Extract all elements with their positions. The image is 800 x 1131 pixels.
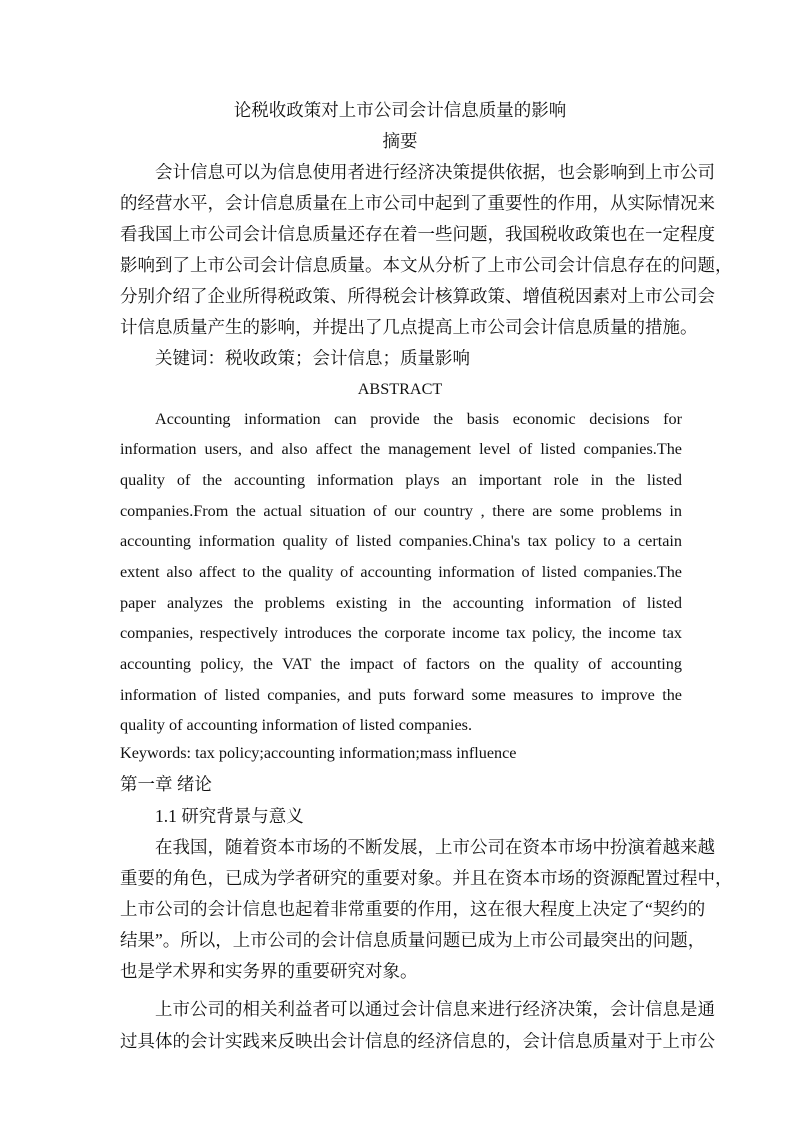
abstract-heading: 摘要 bbox=[382, 131, 418, 151]
keywords-cn: 关键词：税收政策；会计信息；质量影响 bbox=[155, 348, 470, 368]
document-title: 论税收政策对上市公司会计信息质量的影响 bbox=[233, 100, 567, 120]
abstract-line: 会计信息可以为信息使用者进行经济决策提供依据，也会影响到上市公司 bbox=[155, 162, 715, 182]
body-line: 重要的角色，已成为学者研究的重要对象。并且在资本市场的资源配置过程中， bbox=[120, 868, 733, 888]
abstract-en-heading: ABSTRACT bbox=[357, 380, 443, 398]
abstract-en-line: information of listed companies, and puts forward some measures to improve the bbox=[120, 686, 682, 704]
abstract-line: 的经营水平，会计信息质量在上市公司中起到了重要性的作用，从实际情况来 bbox=[120, 193, 715, 213]
abstract-en-line: paper analyzes the problems existing in the accounting information of listed bbox=[120, 594, 682, 612]
body-line: 也是学术界和实务界的重要研究对象。 bbox=[120, 961, 418, 981]
abstract-en-line: accounting information quality of listed companies.China's tax policy to a certain bbox=[120, 532, 682, 550]
body-line: 上市公司的相关利益者可以通过会计信息来进行经济决策，会计信息是通 bbox=[155, 999, 715, 1019]
abstract-en-line: information users, and also affect the management level of listed companies.The bbox=[120, 440, 682, 458]
body-line: 上市公司的会计信息也起着非常重要的作用，这在很大程度上决定了“契约的 bbox=[120, 899, 706, 919]
abstract-en-line: companies, respectively introduces the corporate income tax policy, the income tax bbox=[120, 624, 682, 642]
section-heading: 1.1 研究背景与意义 bbox=[155, 806, 304, 826]
abstract-en-line: Accounting information can provide the basis economic decisions for bbox=[155, 410, 682, 428]
body-line: 在我国，随着资本市场的不断发展，上市公司在资本市场中扮演着越来越 bbox=[155, 837, 715, 857]
body-line: 过具体的会计实践来反映出会计信息的经济信息的，会计信息质量对于上市公 bbox=[120, 1031, 715, 1051]
abstract-en-line: quality of the accounting information plays an important role in the listed bbox=[120, 471, 682, 489]
chapter-heading: 第一章 绪论 bbox=[120, 774, 212, 794]
keywords-en: Keywords: tax policy;accounting information;mass influence bbox=[120, 744, 517, 762]
abstract-en-line: quality of accounting information of listed companies. bbox=[120, 716, 472, 734]
abstract-line: 分别介绍了企业所得税政策、所得税会计核算政策、增值税因素对上市公司会 bbox=[120, 286, 715, 306]
abstract-line: 影响到了上市公司会计信息质量。本文从分析了上市公司会计信息存在的问题， bbox=[120, 255, 733, 275]
abstract-line: 计信息质量产生的影响，并提出了几点提高上市公司会计信息质量的措施。 bbox=[120, 317, 698, 337]
abstract-en-line: companies.From the actual situation of our country , there are some problems in bbox=[120, 502, 682, 520]
body-line: 结果”。所以，上市公司的会计信息质量问题已成为上市公司最突出的问题， bbox=[120, 930, 706, 950]
abstract-en-line: extent also affect to the quality of accounting information of listed companies.The bbox=[120, 563, 682, 581]
abstract-en-line: accounting policy, the VAT the impact of factors on the quality of accounting bbox=[120, 655, 682, 673]
abstract-line: 看我国上市公司会计信息质量还存在着一些问题，我国税收政策也在一定程度 bbox=[120, 224, 715, 244]
